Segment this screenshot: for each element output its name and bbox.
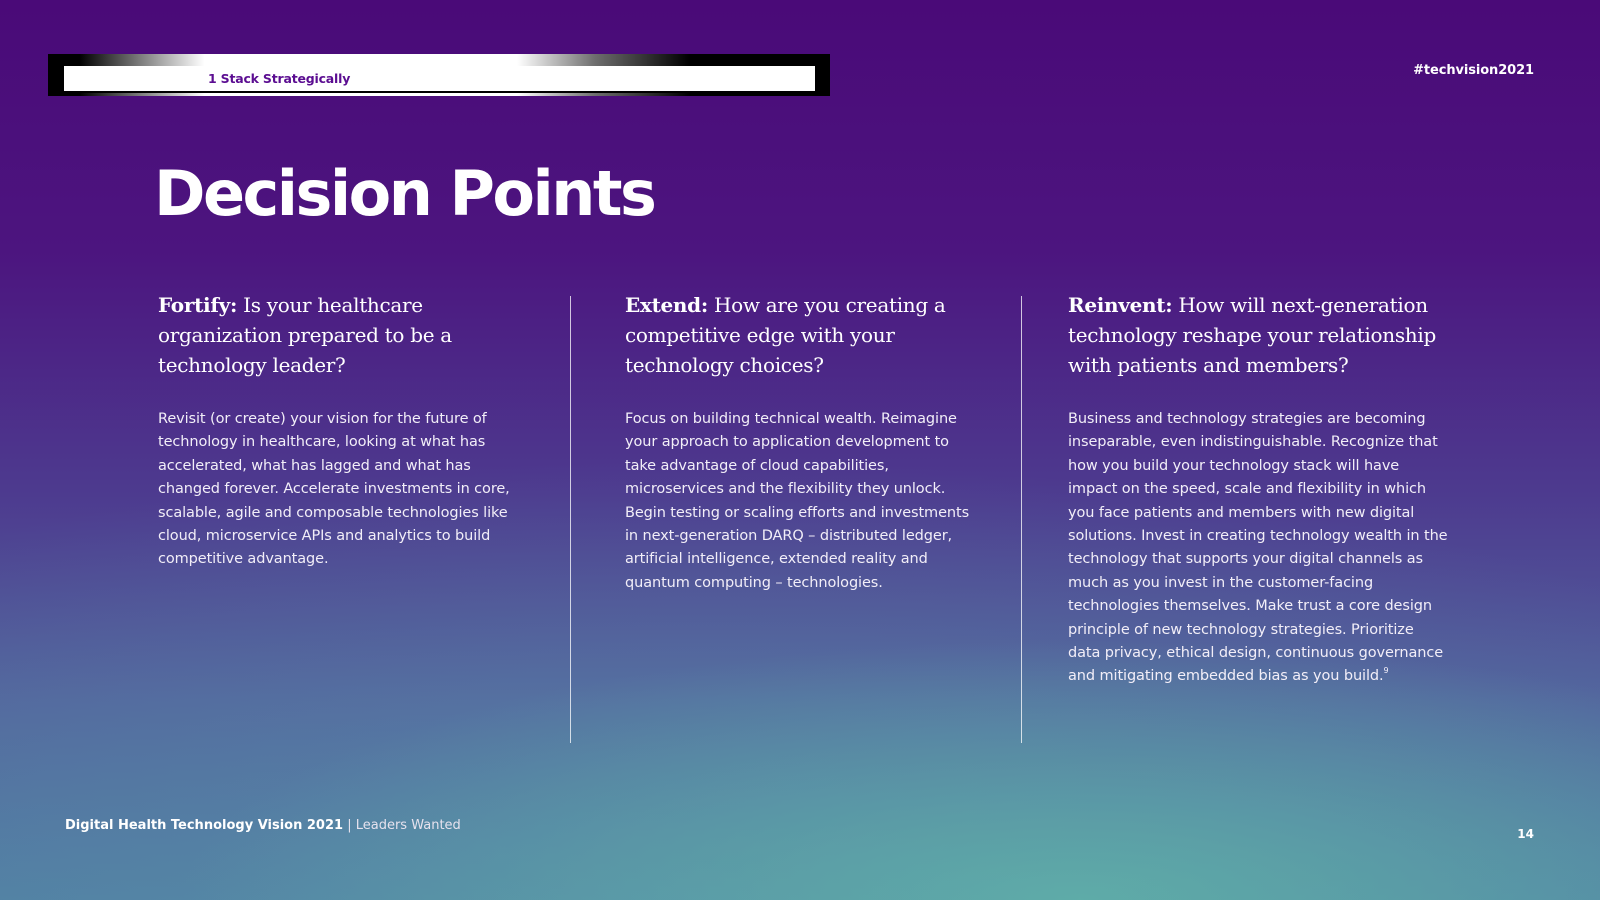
footer-subtitle: Leaders Wanted — [355, 818, 461, 833]
page-title: Decision Points — [154, 157, 655, 230]
page-number: 14 — [1517, 827, 1534, 841]
column-heading — [158, 290, 518, 380]
column-divider — [570, 296, 571, 743]
column-question: How are you creating a competitive edge with your technology choices? — [625, 293, 946, 377]
column-fortify — [158, 290, 518, 572]
column-body-text: Business and technology strategies are becoming inseparable, even indistinguishable. Recognize that how you build your technology stack will have impact on the speed, scale and flexibility in which you face patients and members with new digital solutions. Invest in creating technology wealth in the technology that supports your digital channels as much as you invest in the customer-facing technologies themselves. Make trust a core design principle of new technology strategies. Prioritize data privacy, ethical design, continuous governance and mitigating embedded bias as you build. — [1068, 411, 1448, 685]
column-lead: Reinvent: — [1068, 293, 1173, 317]
section-tab-label: 1 Stack Strategically — [208, 71, 351, 86]
column-body — [1068, 408, 1448, 689]
column-question: Is your healthcare organization prepared to be a technology leader? — [158, 293, 452, 377]
section-tab[interactable] — [64, 66, 815, 93]
column-lead: Fortify: — [158, 293, 238, 317]
column-extend — [625, 290, 970, 595]
hashtag: #techvision2021 — [1413, 63, 1534, 78]
column-question: How will next-generation technology reshape your relationship with patients and members? — [1068, 293, 1436, 377]
column-heading — [1068, 290, 1448, 380]
footnote-marker[interactable]: 9 — [1383, 666, 1389, 676]
column-reinvent — [1068, 290, 1448, 689]
column-body: Focus on building technical wealth. Reimagine your approach to application development to take advantage of cloud capabilities, microservices and the flexibility they unlock. Begin testing or scaling efforts and investments in next-generation DARQ – distributed ledger, artificial intelligence, extended reality and quantum computing – technologies. — [625, 411, 970, 591]
column-lead: Extend: — [625, 293, 708, 317]
footer-separator: | — [343, 818, 356, 833]
footer — [65, 818, 461, 833]
column-body: Revisit (or create) your vision for the future of technology in healthcare, looking at what has accelerated, what has lagged and what has changed forever. Accelerate investments in core, scalable, agile and composable technologies like cloud, microservice APIs and analytics to build competitive advantage. — [158, 411, 510, 568]
footer-title: Digital Health Technology Vision 2021 — [65, 818, 344, 833]
section-tab-bar — [48, 54, 830, 96]
column-heading — [625, 290, 970, 380]
column-divider — [1021, 296, 1022, 743]
